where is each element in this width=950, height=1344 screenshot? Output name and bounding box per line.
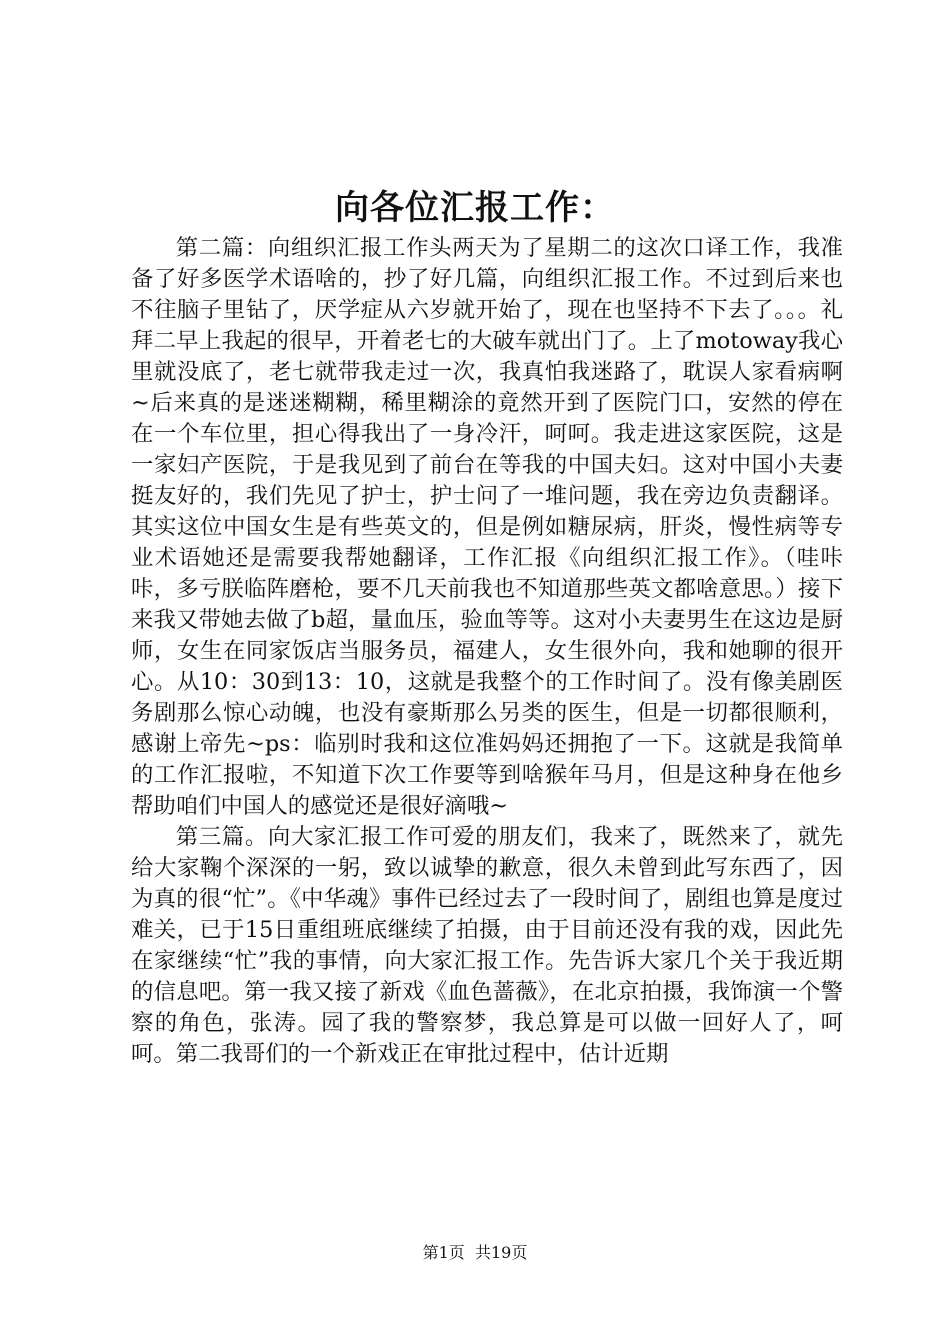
document-title: 向各位汇报工作：	[335, 188, 615, 228]
paragraph-third-article: 第三篇。向大家汇报工作可爱的朋友们，我来了，既然来了，就先给大家鞠个深深的一躬，致以诚挚的歉意，很久未曾到此写东西了，因为真的很“忙”。《中华魂》事件已经过去了一段时间了，剧组也算是度过难关，已于15日重组班底继续了拍摄，由于目前还没有我的戏，因此先在家继续“忙”我的事情，向大家汇报工作。先告诉大家几个关于我近期的信息吧。第一我又接了新戏《血色蔷薇》，在北京拍摄，我饰演一个警察的角色，张涛。园了我的警察梦，我总算是可以做一回好人了，呵呵。第二我哥们的一个新戏正在审批过程中，估计近期	[131, 824, 843, 1067]
paragraph-second-article: 第二篇：向组织汇报工作头两天为了星期二的这次口译工作，我准备了好多医学术语啥的，抄了好几篇，向组织汇报工作。不过到后来也不往脑子里钻了，厌学症从六岁就开始了，现在也坚持不下去了。。。礼拜二早上我起的很早，开着老七的大破车就出门了。上了motoway我心里就没底了，老七就带我走过一次，我真怕我迷路了，耽误人家看病啊~后来真的是迷迷糊糊，稀里糊涂的竟然开到了医院门口，安然的停在在一个车位里，担心得我出了一身冷汗，呵呵。我走进这家医院，这是一家妇产医院，于是我见到了前台在等我的中国夫妇。这对中国小夫妻挺友好的，我们先见了护士，护士问了一堆问题，我在旁边负责翻译。其实这位中国女生是有些英文的，但是例如糖尿病，肝炎，慢性病等专业术语她还是需要我帮她翻译，工作汇报《向组织汇报工作》。（哇咔咔，多亏朕临阵磨枪，要不几天前我也不知道那些英文都啥意思。）接下来我又带她去做了b超，量血压，验血等等。这对小夫妻男生在这边是厨师，女生在同家饭店当服务员，福建人，女生很外向，我和她聊的很开心。从10：30到13：10，这就是我整个的工作时间了。没有像美剧医务剧那么惊心动魄，也没有豪斯那么另类的医生，但是一切都很顺利，感谢上帝先~ps：临别时我和这位准妈妈还拥抱了一下。这就是我简单的工作汇报啦，不知道下次工作要等到啥猴年马月，但是这种身在他乡帮助咱们中国人的感觉还是很好滴哦~	[131, 235, 843, 819]
page-footer	[0, 1242, 950, 1264]
document-body	[131, 233, 843, 1070]
page-total: 共19页	[474, 1243, 528, 1262]
page-number: 第1页	[422, 1243, 465, 1262]
